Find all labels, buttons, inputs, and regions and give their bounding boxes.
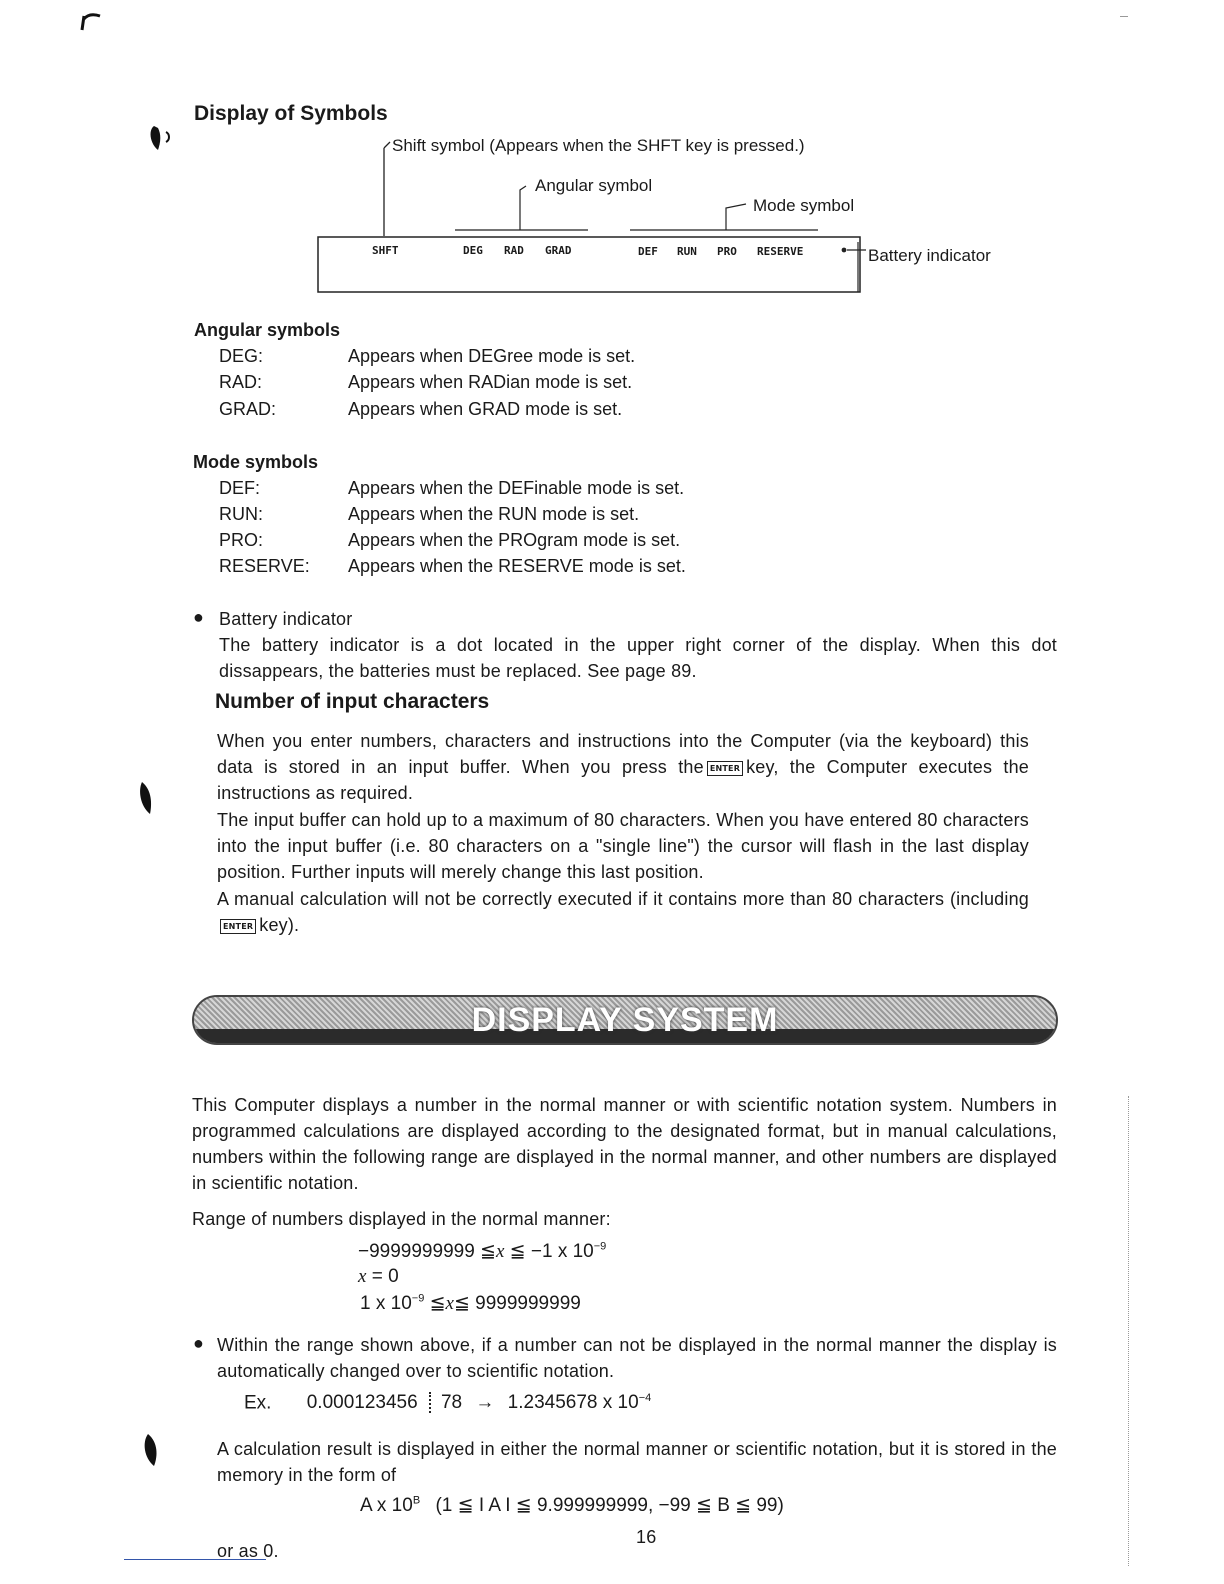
range-line-1: −9999999999 ≦x ≦ −1 x $10^{-9}$: [358, 1240, 607, 1262]
lcd-grad-symbol: GRAD: [545, 244, 572, 257]
enter-key-icon: ENTER: [220, 919, 256, 934]
stored-form-paragraph: A calculation result is displayed in either the normal manner or scientific notation, but it is stored in the memory in the form of: [217, 1439, 1057, 1485]
range-label: Range of numbers displayed in the normal manner:: [192, 1209, 611, 1229]
lcd-pro-symbol: PRO: [717, 245, 737, 258]
definition-desc: Appears when the DEFinable mode is set.: [348, 478, 685, 498]
paragraph-text: key, the Computer executes the instructions as required.: [217, 757, 1029, 803]
section-title-input-characters: Number of input characters: [215, 690, 490, 713]
enter-key-icon: ENTER: [707, 761, 743, 776]
mode-symbol-callout: Mode symbol: [753, 196, 855, 215]
scientific-notation-bullet: Within the range shown above, if a number can not be displayed in the normal manner the display is automatically changed over to scientific notation.: [217, 1335, 1057, 1381]
battery-indicator-callout: Battery indicator: [868, 246, 991, 265]
definition-term: RAD:: [219, 372, 263, 392]
zero-value: 0.: [263, 1541, 279, 1561]
display-system-intro: This Computer displays a number in the normal manner or with scientific notation system. Numbers in programmed calculations are displayed according to the designated format, but in manual calculations, numbers within the following range are displayed in the normal manner, and other numbers are displayed in scientific notation.: [192, 1095, 1057, 1193]
range-value: −1 x 10: [530, 1241, 594, 1262]
section-title-display-symbols: Display of Symbols: [194, 102, 388, 125]
exponent: B: [412, 1494, 421, 1507]
range-value: 9999999999: [475, 1293, 581, 1314]
lcd-deg-symbol: DEG: [463, 244, 483, 257]
binding-hole-icon: [144, 120, 180, 156]
mode-symbols-heading: Mode symbols: [193, 452, 319, 472]
bullet-icon: ●: [193, 1333, 204, 1353]
lcd-run-symbol: RUN: [677, 245, 697, 258]
input-paragraph-2: The input buffer can hold up to a maximum of 80 characters. When you have entered 80 characters into the input buffer (i.e. 80 characters on a "single line") the cursor will flash in the last display position. Further inputs will merely change this last position.: [217, 810, 1029, 882]
definition-desc: Appears when the RUN mode is set.: [348, 504, 640, 524]
binding-hole-icon: [136, 780, 158, 816]
bullet-icon: ●: [193, 607, 204, 627]
example-result: 1.2345678 x 10: [507, 1392, 639, 1414]
definition-desc: Appears when DEGree mode is set.: [348, 346, 636, 366]
paragraph-text: A manual calculation will not be correctly executed if it contains more than 80 characters (including: [217, 889, 1029, 909]
lcd-def-symbol: DEF: [638, 245, 658, 258]
range-value: = 0: [371, 1266, 399, 1287]
formula-mantissa: A x 10: [360, 1495, 413, 1516]
range-line-3: 1 x $10^{-9}$ ≦x≦ 9999999999: [360, 1292, 581, 1314]
banner-title: DISPLAY SYSTEM: [471, 1001, 779, 1039]
formula-constraints: (1 ≦ I A I ≦ 9.999999999, −99 ≦ B ≦ 99): [435, 1495, 784, 1516]
range-value: 1 x 10: [360, 1293, 412, 1314]
example-value: 0.000123456: [306, 1392, 418, 1414]
input-paragraph-3: [217, 886, 1029, 938]
binding-hole-icon: [140, 1432, 162, 1468]
shift-symbol-callout: Shift symbol (Appears when the SHFT key is pressed.): [392, 136, 805, 155]
variable-x: x: [495, 1241, 505, 1262]
scan-edge-mark: [1120, 16, 1128, 17]
lcd-reserve-symbol: RESERVE: [757, 245, 804, 258]
example-line: [244, 1392, 651, 1414]
or-as-text: or as: [217, 1541, 259, 1561]
lcd-rad-symbol: RAD: [504, 244, 524, 257]
battery-bullet-title: Battery indicator: [219, 609, 353, 629]
definition-desc: Appears when GRAD mode is set.: [348, 399, 623, 419]
scan-edge-line: [1128, 1096, 1129, 1566]
angular-symbols-heading: Angular symbols: [194, 320, 341, 340]
definition-desc: Appears when the PROgram mode is set.: [348, 530, 681, 550]
battery-paragraph: The battery indicator is a dot located in the upper right corner of the display. When this dot dissappears, the batteries must be replaced. See page 89.: [219, 635, 1057, 681]
definition-term: RUN:: [219, 504, 263, 524]
definition-desc: Appears when RADian mode is set.: [348, 372, 633, 392]
exponent: −9: [411, 1292, 425, 1305]
variable-x: x: [358, 1266, 367, 1287]
example-tail: 78: [429, 1392, 462, 1413]
range-line-2: [358, 1266, 399, 1288]
page-number: 16: [636, 1527, 657, 1547]
angular-symbol-callout: Angular symbol: [535, 176, 653, 195]
definition-term: DEG:: [219, 346, 264, 366]
storage-formula: [360, 1494, 784, 1517]
example-label: Ex.: [244, 1392, 272, 1414]
arrow-icon: →: [475, 1392, 495, 1414]
exponent: −4: [638, 1392, 652, 1404]
exponent: −9: [593, 1240, 607, 1253]
display-system-banner: [192, 995, 1058, 1045]
paragraph-text: key).: [259, 915, 300, 935]
paragraph-text: When you enter numbers, characters and instructions into the Computer (via the keyboard) this data is stored in an input buffer. When you press the: [217, 731, 1029, 777]
input-paragraph-1: [217, 728, 1029, 806]
variable-x: x: [445, 1293, 454, 1314]
range-value: −9999999999: [358, 1241, 475, 1262]
definition-term: DEF:: [219, 478, 261, 498]
definition-desc: Appears when the RESERVE mode is set.: [348, 556, 686, 576]
lcd-shift-symbol: SHFT: [372, 244, 399, 257]
definition-term: RESERVE:: [219, 556, 310, 576]
or-as-line: [217, 1538, 279, 1564]
scan-mark-icon: [78, 10, 108, 32]
definition-term: GRAD:: [219, 399, 277, 419]
definition-term: PRO:: [219, 530, 264, 550]
underline-rule: [124, 1559, 266, 1560]
